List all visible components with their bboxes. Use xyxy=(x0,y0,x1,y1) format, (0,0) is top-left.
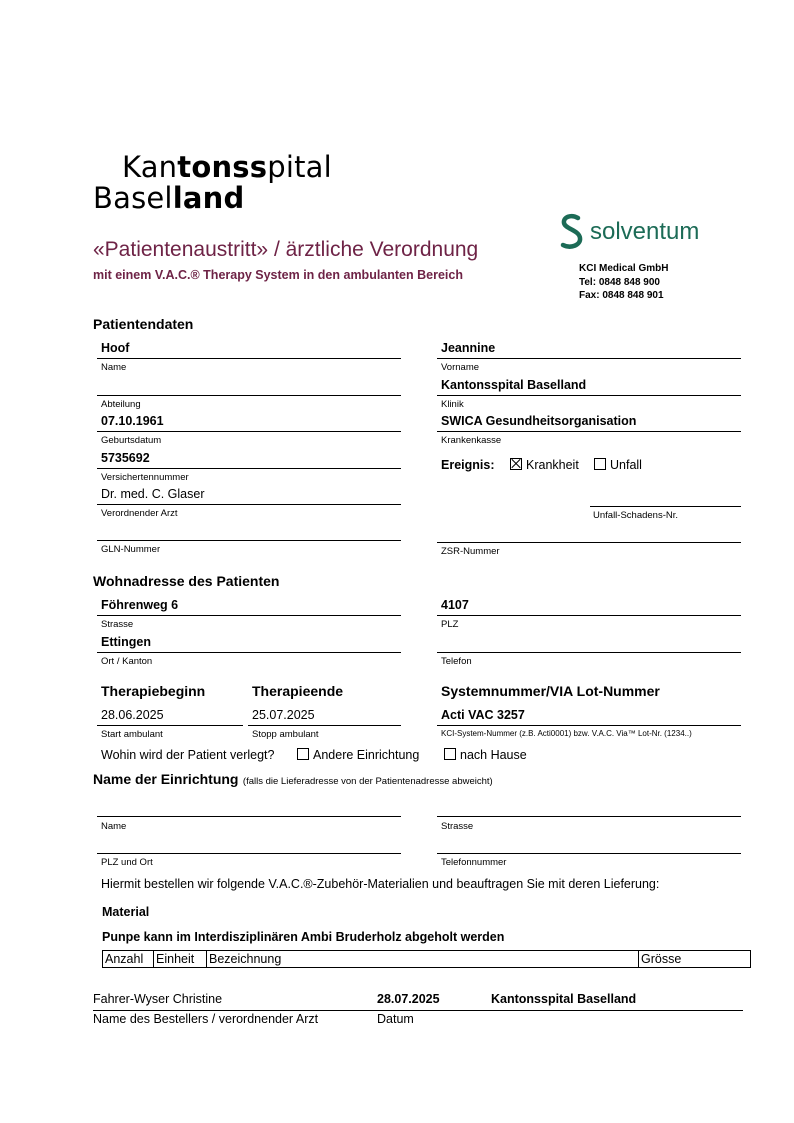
krankheit-option-label: Krankheit xyxy=(526,458,579,472)
stopp-ambulant-label: Stopp ambulant xyxy=(252,729,319,740)
patient-krankenkasse-label: Krankenkasse xyxy=(441,435,502,446)
col-groesse: Grösse xyxy=(641,952,682,966)
vendor-tel: Tel: 0848 848 900 xyxy=(579,277,660,288)
strasse-line xyxy=(97,615,401,616)
patient-klinik-label: Klinik xyxy=(441,399,464,410)
vendor-fax: Fax: 0848 848 901 xyxy=(579,290,664,301)
einrichtung-strasse-label: Strasse xyxy=(441,821,474,832)
ort-label: Ort / Kanton xyxy=(101,656,153,667)
datum-value: 28.07.2025 xyxy=(377,992,440,1006)
systemnummer-label: KCI-System-Nummer (z.B. Acti0001) bzw. V.A.C. Via™ Lot-Nr. (1234..) xyxy=(441,729,692,738)
zsr-label: ZSR-Nummer xyxy=(441,546,500,557)
unfall-schadens-nr-label: Unfall-Schadens-Nr. xyxy=(593,510,679,521)
therapieende-heading: Therapieende xyxy=(252,683,344,699)
strasse-value: Föhrenweg 6 xyxy=(101,598,179,612)
verordnender-arzt-line xyxy=(97,504,401,505)
plz-value: 4107 xyxy=(441,598,469,612)
stopp-ambulant-value: 25.07.2025 xyxy=(252,708,315,722)
order-intro: Hiermit bestellen wir folgende V.A.C.®-Zubehör-Materialien und beauftragen Sie mit deren Lieferung: xyxy=(101,877,660,891)
document-subtitle: mit einem V.A.C.® Therapy System in den ambulanten Bereich xyxy=(93,268,463,282)
wohin-verlegt-label: Wohin wird der Patient verlegt? xyxy=(101,748,275,762)
patient-vorname-line xyxy=(437,358,741,359)
patient-name-label: Name xyxy=(101,362,127,373)
stopp-ambulant-line xyxy=(248,725,401,726)
patient-versicherten-value: 5735692 xyxy=(101,451,150,465)
patient-geburtsdatum-label: Geburtsdatum xyxy=(101,435,162,446)
patient-vorname-value: Jeannine xyxy=(441,341,496,355)
plz-label: PLZ xyxy=(441,619,459,630)
besteller-name-value: Fahrer-Wyser Christine xyxy=(93,992,223,1006)
patient-abteilung-label: Abteilung xyxy=(101,399,141,410)
solventum-logo-text: solventum xyxy=(590,218,700,245)
einrichtung-note: (falls die Lieferadresse von der Patientenadresse abweicht) xyxy=(242,776,493,787)
strasse-label: Strasse xyxy=(101,619,134,630)
therapiebeginn-heading: Therapiebeginn xyxy=(101,683,206,699)
patient-name-line xyxy=(97,358,401,359)
unfall-schadens-nr-line xyxy=(590,506,741,507)
systemnummer-line xyxy=(437,725,741,726)
einrichtung-name-line xyxy=(97,816,401,817)
patient-krankenkasse-value: SWICA Gesundheitsorganisation xyxy=(441,414,637,428)
gln-label: GLN-Nummer xyxy=(101,544,161,555)
patient-geburtsdatum-line xyxy=(97,431,401,432)
besteller-label: Name des Bestellers / verordnender Arzt xyxy=(93,1012,319,1026)
patient-klinik-line xyxy=(437,395,741,396)
zsr-line xyxy=(437,542,741,543)
nach-hause-option[interactable] xyxy=(444,748,527,762)
patient-versicherten-label: Versichertennummer xyxy=(101,472,189,483)
nach-hause-checkbox[interactable] xyxy=(444,748,456,760)
patient-abteilung-line xyxy=(97,395,401,396)
start-ambulant-value: 28.06.2025 xyxy=(101,708,164,722)
verordnender-arzt-value: Dr. med. C. Glaser xyxy=(101,487,205,501)
systemnummer-heading: Systemnummer/VIA Lot-Nummer xyxy=(441,683,660,699)
andere-einrichtung-option[interactable] xyxy=(297,748,419,762)
einrichtung-plz-ort-line xyxy=(97,853,401,854)
ort-value: Ettingen xyxy=(101,635,151,649)
einrichtung-strasse-line xyxy=(437,816,741,817)
einrichtung-plz-ort-label: PLZ und Ort xyxy=(101,857,153,868)
document-title: «Patientenaustritt» / ärztliche Verordnung xyxy=(93,238,479,261)
unfall-option-label: Unfall xyxy=(610,458,642,472)
hospital-logo-line2: Baselland xyxy=(93,181,245,215)
ereignis-unfall-option[interactable] xyxy=(594,458,642,472)
patient-versicherten-line xyxy=(97,468,401,469)
verordnender-arzt-label: Verordnender Arzt xyxy=(101,508,178,519)
andere-einrichtung-checkbox[interactable] xyxy=(297,748,309,760)
ort-line xyxy=(97,652,401,653)
signature-clinic-value: Kantonsspital Baselland xyxy=(491,992,637,1006)
systemnummer-value: Acti VAC 3257 xyxy=(441,708,525,722)
einrichtung-title: Name der Einrichtung xyxy=(93,771,239,787)
einrichtung-telefon-line xyxy=(437,853,741,854)
section-wohnadresse: Wohnadresse des Patienten xyxy=(93,573,280,589)
material-table-header xyxy=(102,950,751,968)
gln-line xyxy=(97,540,401,541)
telefon-line xyxy=(437,652,741,653)
ereignis-krankheit-option[interactable] xyxy=(510,458,579,472)
patient-vorname-label: Vorname xyxy=(441,362,480,373)
patient-klinik-value: Kantonsspital Baselland xyxy=(441,378,587,392)
vendor-company: KCI Medical GmbH xyxy=(579,263,669,274)
start-ambulant-label: Start ambulant xyxy=(101,729,163,740)
andere-einrichtung-label: Andere Einrichtung xyxy=(313,748,420,762)
patient-geburtsdatum-value: 07.10.1961 xyxy=(101,414,164,428)
section-einrichtung xyxy=(93,771,493,789)
unfall-checkbox[interactable] xyxy=(594,458,606,470)
einrichtung-telefon-label: Telefonnummer xyxy=(441,857,507,868)
material-note: Punpe kann im Interdisziplinären Ambi Bruderholz abgeholt werden xyxy=(102,930,505,944)
nach-hause-label: nach Hause xyxy=(460,748,527,762)
col-anzahl: Anzahl xyxy=(103,951,154,967)
plz-line xyxy=(437,615,741,616)
signature-line xyxy=(93,1010,743,1011)
start-ambulant-line xyxy=(97,725,243,726)
patient-krankenkasse-line xyxy=(437,431,741,432)
solventum-logo-icon xyxy=(558,212,588,252)
hospital-logo-line1: Kantonsspital xyxy=(122,150,332,184)
material-heading: Material xyxy=(102,905,150,919)
telefon-label: Telefon xyxy=(441,656,472,667)
ereignis-label: Ereignis: xyxy=(441,458,495,472)
col-einheit: Einheit xyxy=(154,951,207,967)
datum-label: Datum xyxy=(377,1012,414,1026)
patient-name-value: Hoof xyxy=(101,341,130,355)
einrichtung-name-label: Name xyxy=(101,821,127,832)
col-bezeichnung: Bezeichnung xyxy=(207,951,639,967)
krankheit-checkbox[interactable] xyxy=(510,458,522,470)
section-patientendaten: Patientendaten xyxy=(93,316,194,332)
